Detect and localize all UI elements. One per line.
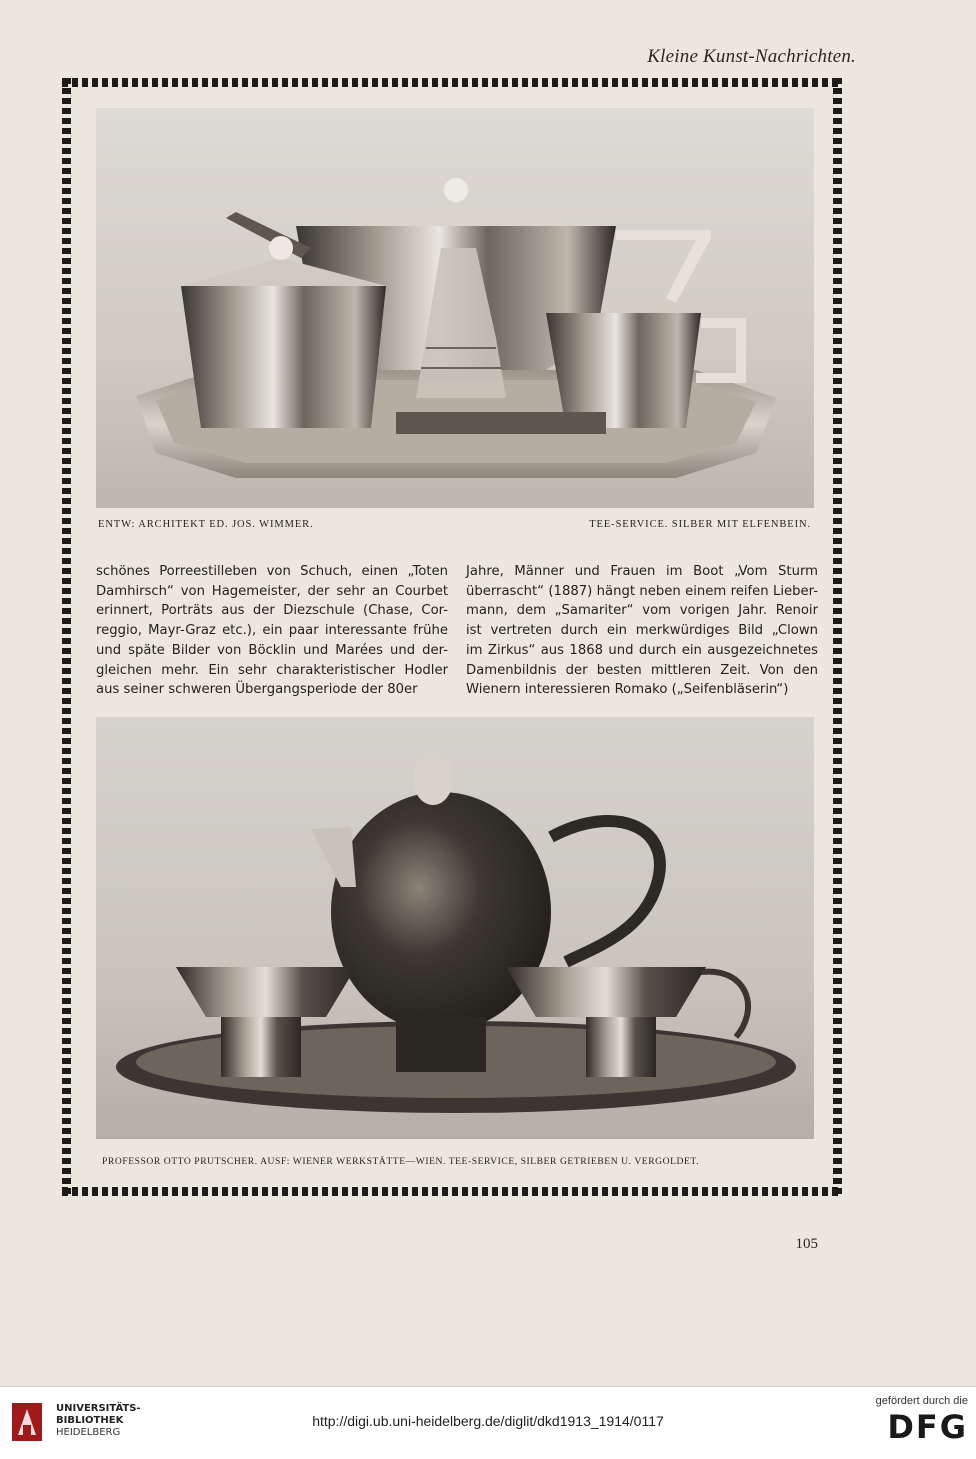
- frame-right-border: [833, 78, 842, 1196]
- text-line: und späte Bilder von Böcklin und Marées und der-: [96, 642, 448, 658]
- text-line: Jahre, Männer und Frauen im Boot „Vom Sturm: [466, 564, 818, 579]
- top-photo-caption-left: ENTW: ARCHITEKT ED. JOS. WIMMER.: [98, 519, 314, 530]
- library-name-line3: HEIDELBERG: [56, 1427, 121, 1438]
- frame-bottom-border: [62, 1187, 842, 1196]
- library-name-line1: UNIVERSITÄTS-: [56, 1403, 141, 1414]
- permalink-url[interactable]: http://digi.ub.uni-heidelberg.de/diglit/dkd1913_1914/0117: [312, 1413, 664, 1429]
- top-photo-caption-right: TEE-SERVICE. SILBER MIT ELFENBEIN.: [589, 519, 811, 530]
- text-line: mann, dem „Samariter“ vom vorigen Jahr. Renoir: [466, 603, 818, 619]
- digital-library-footer: [0, 1386, 976, 1459]
- body-text-left-column: [96, 562, 448, 700]
- funding-notice: [876, 1395, 968, 1447]
- bottom-photo-caption: PROFESSOR OTTO PRUTSCHER. AUSF: WIENER WERKSTÄTTE—WIEN. TEE-SERVICE, SILBER GETRIEBEN U. VERGOLDET.: [102, 1156, 700, 1167]
- body-text-right-column: [466, 562, 818, 700]
- text-line: überrascht“ (1887) hängt neben einem reifen Lieber-: [466, 583, 818, 599]
- funding-label: gefördert durch die: [875, 1395, 968, 1407]
- text-line: erinnert, Porträts aus der Diezschule (Chase, Cor-: [96, 603, 448, 619]
- text-line: im Zirkus“ aus 1868 und durch ein ausgezeichnetes: [466, 642, 818, 658]
- running-head: Kleine Kunst-Nachrichten.: [647, 46, 856, 67]
- text-line: aus seiner schweren Übergangsperiode der 80er: [96, 682, 418, 698]
- tea-service-photo-top: [96, 108, 814, 508]
- tea-service-silver-ivory-image: [96, 108, 814, 508]
- library-name-line2: BIBLIOTHEK: [56, 1415, 124, 1426]
- text-line: Damenbildnis der besten mittleren Zeit. Von den: [466, 662, 818, 678]
- dfg-logo: DFG: [887, 1408, 968, 1446]
- text-line: Damhirsch“ von Hagemeister, der sehr an Courbet: [96, 583, 448, 599]
- text-line: Wienern interessieren Romako („Seifenbläserin“): [466, 682, 789, 698]
- text-line: reggio, Mayr-Graz etc.), ein paar interessante frühe: [96, 623, 448, 639]
- frame-top-border: [62, 78, 842, 87]
- frame-left-border: [62, 78, 71, 1196]
- tea-service-photo-bottom: [96, 717, 814, 1139]
- tea-service-gilded-silver-image: [96, 717, 814, 1139]
- page-number: 105: [795, 1236, 818, 1252]
- text-line: schönes Porreestilleben von Schuch, einen „Toten: [96, 564, 448, 579]
- text-line: ist vertreten durch ein merkwürdiges Bild „Clown: [466, 623, 818, 639]
- text-line: gleichen mehr. Ein sehr charakteristischer Hodler: [96, 662, 448, 678]
